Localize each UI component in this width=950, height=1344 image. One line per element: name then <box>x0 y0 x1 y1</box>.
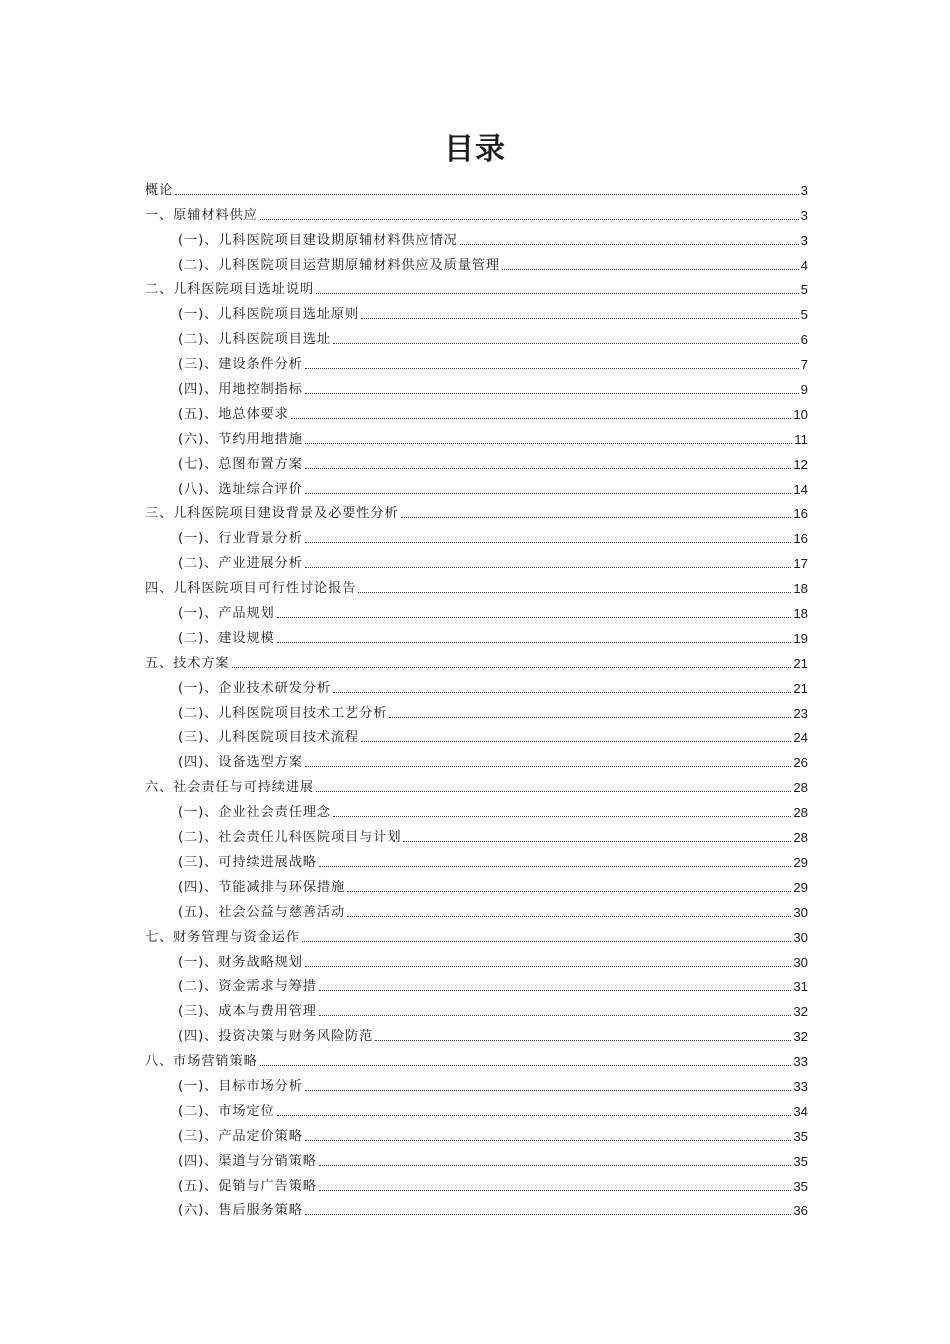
toc-entry-label: 一、原辅材料供应 <box>145 207 258 223</box>
dot-leader <box>358 592 791 593</box>
toc-entry-page-number: 18 <box>793 581 808 597</box>
toc-entry-page-number: 28 <box>793 780 808 796</box>
toc-section-entry[interactable] <box>145 224 808 249</box>
toc-entry-page-number: 7 <box>800 357 808 373</box>
toc-entry-label: (一)、企业技术研发分析 <box>178 680 331 696</box>
toc-section-entry[interactable] <box>145 946 808 971</box>
dot-leader <box>305 443 793 444</box>
toc-entry-page-number: 26 <box>793 755 808 771</box>
toc-entry-label: (四)、渠道与分销策略 <box>178 1153 317 1169</box>
toc-entry-page-number: 5 <box>800 307 808 323</box>
toc-section-entry[interactable] <box>145 821 808 846</box>
dot-leader <box>305 368 799 369</box>
toc-section-entry[interactable] <box>145 796 808 821</box>
toc-entry-page-number: 3 <box>800 182 808 198</box>
toc-entry-label: (一)、财务战略规划 <box>178 954 303 970</box>
toc-entry-page-number: 9 <box>800 382 808 398</box>
toc-section-entry[interactable] <box>145 1195 808 1220</box>
toc-entry-page-number: 24 <box>793 730 808 746</box>
toc-chapter-entry[interactable] <box>145 771 808 796</box>
toc-entry-label: 五、技术方案 <box>145 655 230 671</box>
toc-entry-label: (一)、儿科医院项目建设期原辅材料供应情况 <box>178 232 458 248</box>
toc-section-entry[interactable] <box>145 398 808 423</box>
toc-entry-page-number: 32 <box>793 1029 808 1045</box>
toc-entry-page-number: 14 <box>793 481 808 497</box>
toc-entry-page-number: 28 <box>793 805 808 821</box>
toc-entry-page-number: 11 <box>794 431 808 447</box>
dot-leader <box>302 941 791 942</box>
toc-entry-label: (二)、儿科医院项目选址 <box>178 332 331 348</box>
dot-leader <box>333 816 791 817</box>
toc-chapter-entry[interactable] <box>145 1045 808 1070</box>
toc-section-entry[interactable] <box>145 871 808 896</box>
toc-entry-page-number: 30 <box>793 954 808 970</box>
dot-leader <box>460 244 799 245</box>
toc-section-entry[interactable] <box>145 846 808 871</box>
toc-entry-page-number: 17 <box>793 556 808 572</box>
toc-chapter-entry[interactable] <box>145 572 808 597</box>
dot-leader <box>305 468 792 469</box>
toc-entry-label: (二)、建设规模 <box>178 630 275 646</box>
toc-entry-label: 七、财务管理与资金运作 <box>145 929 300 945</box>
toc-section-entry[interactable] <box>145 323 808 348</box>
toc-entry-page-number: 3 <box>800 232 808 248</box>
toc-entry-page-number: 35 <box>793 1128 808 1144</box>
toc-entry-label: (四)、投资决策与财务风险防范 <box>178 1029 374 1045</box>
toc-entry-page-number: 16 <box>793 506 808 522</box>
dot-leader <box>260 1065 792 1066</box>
dot-leader <box>305 567 792 568</box>
toc-section-entry[interactable] <box>145 622 808 647</box>
toc-entry-label: (二)、市场定位 <box>178 1103 275 1119</box>
toc-chapter-entry[interactable] <box>145 274 808 299</box>
dot-leader <box>319 866 791 867</box>
toc-entry-label: (三)、建设条件分析 <box>178 357 303 373</box>
toc-section-entry[interactable] <box>145 1170 808 1195</box>
dot-leader <box>316 791 791 792</box>
toc-entry-label: (三)、儿科医院项目技术流程 <box>178 730 360 746</box>
toc-entry-label: 四、儿科医院项目可行性讨论报告 <box>145 581 357 597</box>
dot-leader <box>305 493 792 494</box>
toc-entry-label: (四)、节能减排与环保措施 <box>178 879 346 895</box>
toc-entry-page-number: 30 <box>793 904 808 920</box>
toc-entry-label: 八、市场营销策略 <box>145 1054 258 1070</box>
toc-entry-label: (八)、选址综合评价 <box>178 481 303 497</box>
toc-entry-label: (二)、资金需求与筹措 <box>178 979 317 995</box>
toc-entry-page-number: 36 <box>793 1203 808 1219</box>
toc-entry-label: (五)、促销与广告策略 <box>178 1178 317 1194</box>
toc-section-entry[interactable] <box>145 448 808 473</box>
toc-entry-page-number: 28 <box>793 830 808 846</box>
toc-entry-page-number: 23 <box>793 705 808 721</box>
toc-entry-page-number: 31 <box>793 979 808 995</box>
toc-section-entry[interactable] <box>145 896 808 921</box>
dot-leader <box>389 717 791 718</box>
toc-entry-page-number: 33 <box>793 1078 808 1094</box>
toc-entry-page-number: 29 <box>793 879 808 895</box>
dot-leader <box>305 1214 792 1215</box>
toc-chapter-entry[interactable] <box>145 174 808 199</box>
toc-entry-page-number: 16 <box>793 531 808 547</box>
toc-entry-page-number: 33 <box>793 1054 808 1070</box>
toc-entry-page-number: 35 <box>793 1153 808 1169</box>
toc-entry-page-number: 21 <box>793 655 808 671</box>
toc-chapter-entry[interactable] <box>145 921 808 946</box>
toc-entry-page-number: 10 <box>793 406 808 422</box>
toc-section-entry[interactable] <box>145 1145 808 1170</box>
dot-leader <box>260 219 799 220</box>
toc-section-entry[interactable] <box>145 373 808 398</box>
dot-leader <box>319 990 791 991</box>
toc-chapter-entry[interactable] <box>145 647 808 672</box>
dot-leader <box>305 766 792 767</box>
toc-section-entry[interactable] <box>145 1070 808 1095</box>
toc-entry-page-number: 3 <box>800 207 808 223</box>
toc-section-entry[interactable] <box>145 249 808 274</box>
toc-entry-label: (三)、可持续进展战略 <box>178 854 317 870</box>
toc-entry-page-number: 5 <box>800 282 808 298</box>
dot-leader <box>277 617 792 618</box>
toc-section-entry[interactable] <box>145 971 808 996</box>
toc-section-entry[interactable] <box>145 423 808 448</box>
toc-chapter-entry[interactable] <box>145 498 808 523</box>
dot-leader <box>305 1140 792 1141</box>
toc-entry-label: 二、儿科医院项目选址说明 <box>145 282 315 298</box>
toc-section-entry[interactable] <box>145 697 808 722</box>
toc-section-entry[interactable] <box>145 1095 808 1120</box>
toc-section-entry[interactable] <box>145 597 808 622</box>
toc-entry-page-number: 34 <box>793 1103 808 1119</box>
toc-entry-label: (二)、儿科医院项目运营期原辅材料供应及质量管理 <box>178 257 501 273</box>
toc-entry-label: (三)、成本与费用管理 <box>178 1004 317 1020</box>
toc-entry-label: 概论 <box>145 182 174 198</box>
toc-section-entry[interactable] <box>145 1120 808 1145</box>
toc-entry-label: (一)、企业社会责任理念 <box>178 805 331 821</box>
toc-entry-page-number: 32 <box>793 1004 808 1020</box>
dot-leader <box>305 393 799 394</box>
dot-leader <box>232 667 792 668</box>
dot-leader <box>403 841 791 842</box>
dot-leader <box>502 269 799 270</box>
dot-leader <box>347 916 791 917</box>
dot-leader <box>319 1190 791 1191</box>
dot-leader <box>401 517 792 518</box>
toc-section-entry[interactable] <box>145 522 808 547</box>
toc-entry-label: (七)、总图布置方案 <box>178 456 303 472</box>
toc-entry-page-number: 21 <box>793 680 808 696</box>
toc-entry-label: (五)、地总体要求 <box>178 406 289 422</box>
toc-entry-page-number: 30 <box>793 929 808 945</box>
toc-entry-label: (五)、社会公益与慈善活动 <box>178 904 346 920</box>
toc-entry-page-number: 29 <box>793 854 808 870</box>
toc-entry-label: (一)、产品规划 <box>178 606 275 622</box>
toc-section-entry[interactable] <box>145 722 808 747</box>
dot-leader <box>277 1115 792 1116</box>
toc-entry-label: (六)、售后服务策略 <box>178 1203 303 1219</box>
dot-leader <box>333 692 791 693</box>
dot-leader <box>305 542 792 543</box>
toc-entry-label: (六)、节约用地措施 <box>178 431 303 447</box>
toc-section-entry[interactable] <box>145 298 808 323</box>
toc-entry-label: 六、社会责任与可持续进展 <box>145 780 315 796</box>
toc-entry-page-number: 35 <box>793 1178 808 1194</box>
toc-entry-page-number: 6 <box>800 332 808 348</box>
toc-section-entry[interactable] <box>145 995 808 1020</box>
dot-leader <box>361 741 791 742</box>
toc-entry-label: (一)、目标市场分析 <box>178 1078 303 1094</box>
dot-leader <box>305 1090 792 1091</box>
toc-section-entry[interactable] <box>145 672 808 697</box>
dot-leader <box>291 418 792 419</box>
toc-entry-label: (二)、社会责任儿科医院项目与计划 <box>178 830 402 846</box>
dot-leader <box>333 343 799 344</box>
toc-entry-label: 三、儿科医院项目建设背景及必要性分析 <box>145 506 399 522</box>
toc-section-entry[interactable] <box>145 1020 808 1045</box>
toc-entry-label: (一)、儿科医院项目选址原则 <box>178 307 360 323</box>
toc-entry-label: (一)、行业背景分析 <box>178 531 303 547</box>
toc-entry-label: (四)、用地控制指标 <box>178 382 303 398</box>
toc-entry-page-number: 18 <box>793 606 808 622</box>
dot-leader <box>375 1040 791 1041</box>
dot-leader <box>305 966 792 967</box>
toc-section-entry[interactable] <box>145 348 808 373</box>
dot-leader <box>319 1015 791 1016</box>
page-title: 目录 <box>444 132 506 167</box>
dot-leader <box>175 194 798 195</box>
toc-entry-label: (二)、产业进展分析 <box>178 556 303 572</box>
toc-entry-label: (四)、设备选型方案 <box>178 755 303 771</box>
dot-leader <box>319 1165 791 1166</box>
dot-leader <box>347 891 791 892</box>
toc-section-entry[interactable] <box>145 746 808 771</box>
dot-leader <box>361 318 799 319</box>
dot-leader <box>316 293 799 294</box>
toc-entry-page-number: 12 <box>793 456 808 472</box>
toc-entry-page-number: 4 <box>800 257 808 273</box>
toc-chapter-entry[interactable] <box>145 199 808 224</box>
table-of-contents <box>145 174 808 1219</box>
dot-leader <box>277 642 792 643</box>
toc-entry-label: (二)、儿科医院项目技术工艺分析 <box>178 705 388 721</box>
toc-section-entry[interactable] <box>145 547 808 572</box>
toc-section-entry[interactable] <box>145 473 808 498</box>
toc-entry-page-number: 19 <box>793 630 808 646</box>
toc-entry-label: (三)、产品定价策略 <box>178 1128 303 1144</box>
